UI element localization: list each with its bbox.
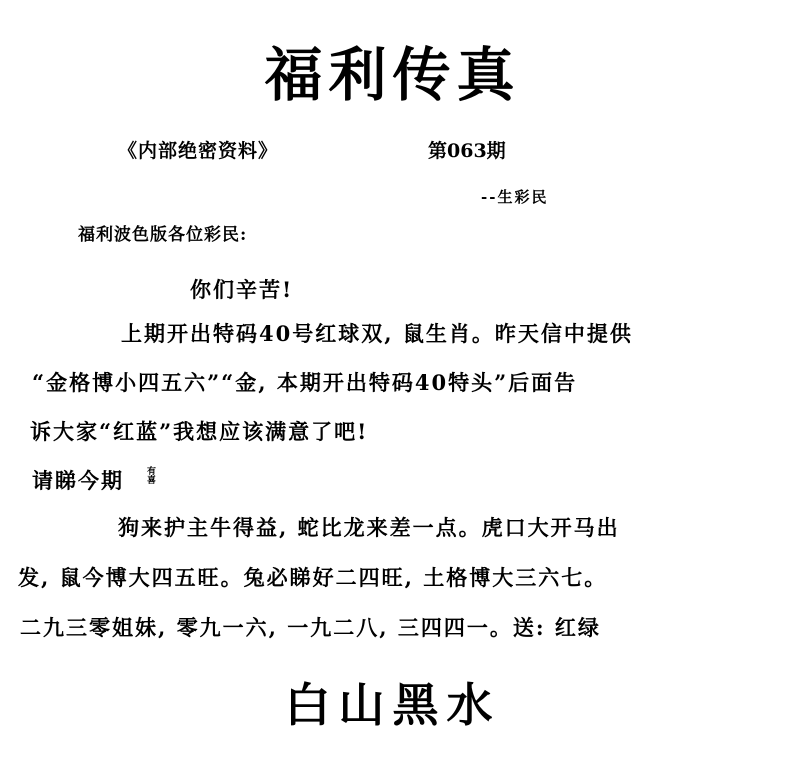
letter-line: “金格博小四五六”“金, 本期开出特码40特头”后面告 [32,370,578,395]
poem-line: 发, 鼠今博大四五旺。兔必睇好二四旺, 土格博大三六七。 [18,565,608,590]
signature: --生彩民 [481,188,549,206]
poem-line: 二九三零姐妹, 零九一六, 一九二八, 三四四一。送: 红绿 [20,615,601,640]
page-title: 福利传真 [264,41,521,109]
issue-number: 第063期 [428,140,506,162]
letter-line: 上期开出特码40号红球双, 鼠生肖。昨天信中提供 [121,321,633,346]
document-subtitle: 《内部绝密资料》 [118,140,279,162]
salutation: 福利波色版各位彩民: [78,225,248,245]
footer-title: 白山黑水 [284,678,501,732]
greeting: 你们辛苦! [190,277,294,302]
letter-line: 诉大家“红蓝”我想应该满意了吧! [30,419,369,444]
poem-line: 狗来护主牛得益, 蛇比龙来差一点。虎口大开马出 [118,515,620,540]
small-note: 有喜 [147,467,157,486]
letter-line: 请睇今期 [32,468,124,493]
